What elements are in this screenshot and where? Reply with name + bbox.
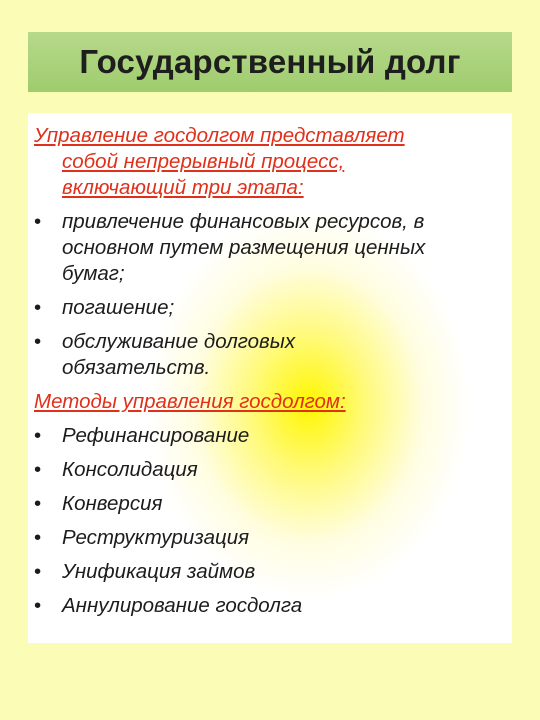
bullet-icon: •	[34, 296, 42, 319]
bullet-icon: •	[34, 492, 42, 515]
bullet-icon: •	[34, 560, 42, 583]
method-item	[34, 593, 508, 619]
method-item	[34, 491, 508, 517]
intro-line: Управление госдолгом представляет	[34, 124, 405, 147]
method-label: Рефинансирование	[62, 424, 250, 447]
bullet-icon: •	[34, 526, 42, 549]
method-label: Конверсия	[62, 492, 163, 515]
bullet-icon: •	[34, 424, 42, 447]
method-item	[34, 525, 508, 551]
method-item	[34, 423, 508, 449]
method-label: Унификация займов	[62, 560, 256, 583]
method-label: Консолидация	[62, 458, 198, 481]
stage-item	[34, 329, 508, 381]
bullet-icon: •	[34, 594, 42, 617]
method-label: Аннулирование госдолга	[62, 594, 303, 617]
method-item	[34, 457, 508, 483]
intro-line: собой непрерывный процесс,	[62, 150, 345, 173]
stage-line: основном путем размещения ценных	[62, 236, 426, 259]
stage-line: бумаг;	[62, 262, 125, 285]
page-title: Государственный долг	[79, 43, 461, 80]
methods-heading	[34, 389, 508, 415]
method-item	[34, 559, 508, 585]
stage-line: привлечение финансовых ресурсов, в	[62, 210, 425, 233]
bullet-icon: •	[34, 210, 42, 233]
intro-heading	[34, 123, 508, 201]
bullet-icon: •	[34, 330, 42, 353]
stage-line: обязательств.	[62, 356, 211, 379]
stage-line: обслуживание долговых	[62, 330, 296, 353]
stage-item	[34, 209, 508, 287]
method-label: Реструктуризация	[62, 526, 250, 549]
content-body	[34, 123, 508, 627]
bullet-icon: •	[34, 458, 42, 481]
methods-heading-text: Методы управления госдолгом:	[34, 390, 346, 413]
title-bar	[28, 32, 512, 92]
intro-line: включающий три этапа:	[62, 176, 304, 199]
stage-item	[34, 295, 508, 321]
stage-line: погашение;	[62, 296, 175, 319]
content-panel	[28, 113, 512, 643]
